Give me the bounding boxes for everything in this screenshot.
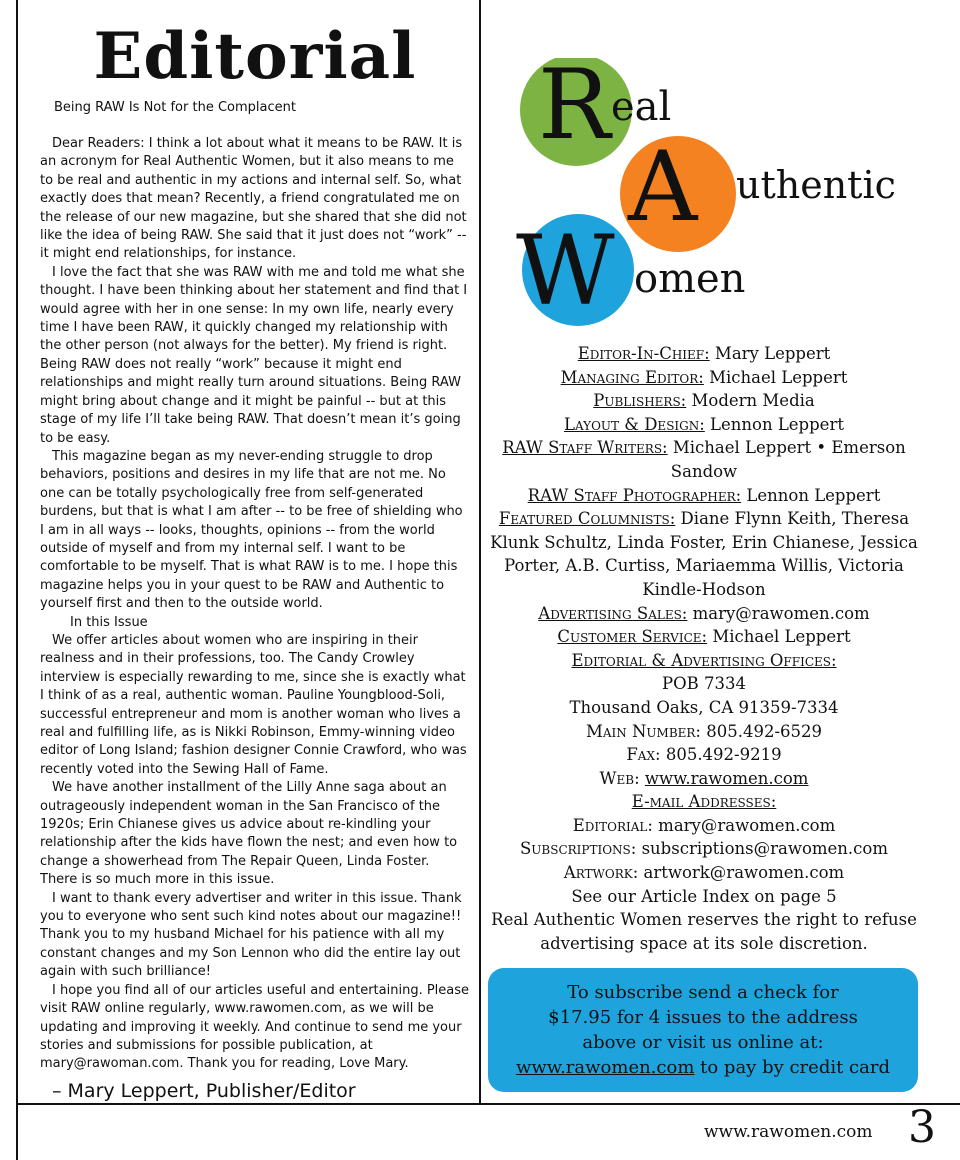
masthead-value: Diane Flynn Keith, Theresa Klunk Schultz, Linda Foster, Erin Chianese, Jessica Porter, A.B. Curtiss, Mariaemma Willis, Victoria Kindle-Hodson	[490, 509, 918, 599]
logo-word-omen: omen	[634, 256, 746, 302]
editor-signature: – Mary Leppert, Publisher/Editor	[52, 1079, 356, 1102]
editorial-title: Editorial	[93, 19, 417, 94]
subscribe-line: To subscribe send a check for	[567, 982, 839, 1003]
footer-url: www.rawomen.com	[704, 1122, 873, 1142]
masthead-ad-sales	[488, 602, 920, 626]
masthead-offices-label: Editorial & Advertising Offices:	[571, 650, 837, 670]
masthead-label: Artwork:	[563, 863, 639, 883]
masthead-value: Lennon Leppert	[704, 414, 844, 434]
masthead-label: Customer Service:	[557, 627, 708, 647]
masthead-managing-editor	[488, 366, 920, 390]
subscribe-box	[488, 968, 918, 1092]
page-number: 3	[908, 1102, 936, 1153]
masthead-value: Michael Leppert	[707, 627, 851, 647]
editorial-paragraph: Dear Readers: I think a lot about what it means to be RAW. It is an acronym for Real Authentic Women, but it also means to me to be real and authentic in my actions and internal self. So, what exactly does that mean? Recently, a friend congratulated me on the release of our new magazine, but she shared that she did not like the idea of being RAW. She said that it just does not “work” -- it might end relationships, for instance.	[40, 136, 467, 262]
masthead-value: subscriptions@rawomen.com	[636, 839, 889, 859]
masthead-label: RAW Staff Photographer:	[527, 485, 742, 505]
masthead-value: Mary Leppert	[709, 344, 831, 363]
masthead-value: Modern Media	[686, 391, 815, 411]
masthead-label: Editorial:	[572, 815, 653, 835]
masthead-label: Managing Editor:	[560, 367, 704, 387]
editorial-subtitle: Being RAW Is Not for the Complacent	[54, 100, 296, 115]
subscribe-line: $17.95 for 4 issues to the address	[548, 1007, 858, 1028]
masthead-value: mary@rawomen.com	[652, 815, 836, 835]
web-link[interactable]: www.rawomen.com	[644, 768, 809, 788]
masthead-label: Subscriptions:	[519, 839, 637, 859]
logo-letter-w: W	[516, 215, 615, 327]
masthead-label: Editor-In-Chief:	[577, 344, 710, 363]
masthead-staff-photographer	[488, 484, 920, 508]
masthead-publishers	[488, 389, 920, 413]
logo-word-uthentic: uthentic	[736, 163, 896, 207]
masthead-editorial-email	[488, 814, 920, 838]
masthead-staff-writers	[488, 436, 920, 483]
masthead-editor-in-chief	[488, 342, 920, 366]
left-border	[16, 0, 18, 1160]
issue-paragraph: I want to thank every advertiser and writer in this issue. Thank you to everyone who sent such kind notes about our magazine!! Thank you to my husband Michael for his patience with all my constant changes and my Son Lennon who did the entire lay out again with such brilliance!	[40, 890, 462, 980]
masthead-label: RAW Staff Writers:	[502, 438, 668, 458]
masthead-disclaimer: Real Authentic Women reserves the right to refuse advertising space at its sole discretion.	[491, 910, 917, 953]
issue-paragraph: We have another installment of the Lilly Anne saga about an outrageously independent woman in the San Francisco of the 1920s; Erin Chianese gives us advice about re-kindling your relationship after the kids have flown the nest; and even how to change a showerhead from The Repair Queen, Linda Foster. There is so much more in this issue.	[40, 780, 458, 888]
masthead-value: artwork@rawomen.com	[638, 863, 845, 883]
masthead-value: Lennon Leppert	[741, 485, 881, 505]
column-divider	[479, 0, 481, 1104]
masthead-customer-service	[488, 625, 920, 649]
logo-letter-r: R	[538, 58, 611, 161]
issue-heading: In this Issue	[70, 614, 148, 630]
masthead-label: Publishers:	[593, 391, 687, 411]
editorial-body	[40, 135, 470, 1074]
footer-rule	[16, 1103, 960, 1105]
masthead-city: Thousand Oaks, CA 91359-7334	[569, 697, 839, 717]
editorial-paragraph: I love the fact that she was RAW with me and told me what she thought. I have been thinking about her statement and find that I would agree with her in one sense: In my own life, nearly every time I have been RAW, it quickly changed my relationship with the other person (not always for the better). My friend is right. Being RAW does not really “work” because it might end relationships and might really turn around situations. Being RAW might bring about change and it might be painful -- but at this stage of my life I’ll take being RAW. That doesn’t mean it’s going to be easy.	[40, 264, 468, 446]
masthead-value: mary@rawomen.com	[687, 603, 870, 623]
subscribe-line-tail: to pay by credit card	[694, 1057, 890, 1078]
masthead-value: 805.492-6529	[701, 721, 823, 741]
subscribe-line	[502, 1055, 904, 1080]
masthead-value: Michael Leppert	[703, 367, 848, 387]
masthead-label: Featured Columnists:	[498, 509, 676, 529]
masthead-label: Layout & Design:	[564, 414, 705, 434]
logo-word-eal: eal	[611, 84, 672, 130]
subscribe-link[interactable]: www.rawomen.com	[515, 1057, 695, 1078]
editorial-paragraph: This magazine began as my never-ending struggle to drop behaviors, positions and desires in my life that are not me. No one can be totally psychologically free from self-generated burdens, but that is what I am after -- to be free of shielding who I am in all ways -- looks, thoughts, opinions -- from the world outside of myself and from my internal self. I want to be comfortable to be myself. That is what RAW is to me. I hope this magazine helps you in your quest to be RAW and Authentic to yourself first and then to the outside world.	[40, 448, 463, 612]
masthead-artwork	[488, 861, 920, 885]
masthead-columnists	[488, 507, 920, 601]
masthead-label: Main Number:	[585, 721, 701, 741]
masthead-value: 805.492-9219	[660, 745, 782, 765]
masthead-label: Advertising Sales:	[538, 603, 688, 623]
masthead-fax	[488, 743, 920, 767]
masthead-layout	[488, 413, 920, 437]
masthead-email-label: E-mail Addresses:	[631, 792, 777, 812]
masthead-web	[488, 767, 920, 791]
issue-paragraph: We offer articles about women who are inspiring in their realness and in their professions, too. The Candy Crowley interview is especially rewarding to me, since she is exactly what I think of as a real, authentic woman. Pauline Youngblood-Soli, successful entrepreneur and mom is another woman who lives a real and fulfilling life, as is Nikki Robinson, Emmy-winning video editor of Long Island; fashion designer Connie Crawford, who was recently voted into the Sewing Hall of Fame.	[40, 632, 467, 777]
masthead-value: Michael Leppert • Emerson Sandow	[667, 438, 906, 481]
masthead-label: Web:	[599, 768, 640, 788]
masthead-pob: POB 7334	[662, 674, 746, 694]
masthead-subscriptions	[488, 837, 920, 861]
logo-letter-a: A	[628, 131, 698, 243]
masthead	[488, 342, 920, 955]
masthead-main-number	[488, 720, 920, 744]
subscribe-line: above or visit us online at:	[582, 1032, 824, 1053]
masthead-index-note: See our Article Index on page 5	[571, 886, 837, 906]
issue-paragraph: I hope you find all of our articles useful and entertaining. Please visit RAW online regularly, www.rawomen.com, as we will be updating and improving it weekly. And continue to send me your stories and submissions for possible publication, at mary@rawoman.com. Thank you for reading, Love Mary.	[40, 982, 470, 1072]
masthead-label: Fax:	[626, 745, 661, 765]
editorial-column	[40, 20, 470, 1102]
raw-logo	[516, 58, 916, 328]
